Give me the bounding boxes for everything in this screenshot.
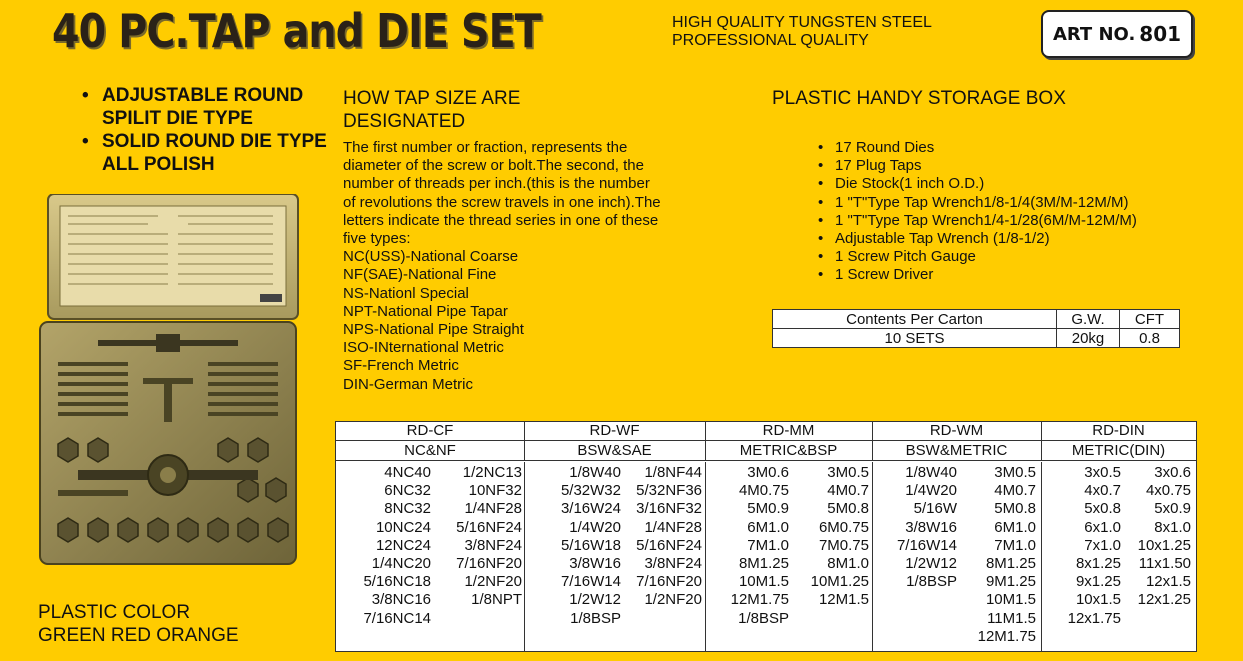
spec-value: 10NC24 [375,518,431,536]
spec-values-left [1068,464,1121,628]
spec-value: 12x1.25 [1137,591,1191,609]
feature-item: • SOLID ROUND DIE TYPE ALL POLISH [80,130,330,176]
spec-value: 5/32NF36 [636,482,702,500]
spec-value: 10NF32 [468,482,522,500]
spec-value: 1/8NPT [471,591,522,609]
spec-value: 7/16W14 [896,536,957,554]
spec-value: 8x1.25 [1075,555,1121,573]
spec-value: 3/8NF24 [464,536,522,554]
spec-standard: METRIC&BSP [705,441,872,461]
spec-value: 5/16W18 [560,536,621,554]
spec-value: 3x0.6 [1154,464,1191,481]
product-photo [38,194,300,567]
thread-type: NC(USS)-National Coarse [343,248,519,266]
tap-size-paragraph: The first number or fraction, represents the diameter of the screw or bolt.The second, the number of threads per inch.(this is the number of revolutions the screw travels in one inch).The letters indicate the thread series in one of these five types: [343,139,661,248]
spec-value: 12M1.75 [730,591,789,609]
spec-values-right [978,464,1036,646]
spec-value: 7M1.0 [747,536,789,554]
plastic-color-text [38,601,239,647]
spec-column-body [705,462,873,651]
contents-item: • 1 Screw Pitch Gauge [818,248,1137,266]
spec-code: RD-DIN [1041,422,1196,441]
quality-text [672,14,932,50]
spec-value: 12x1.75 [1067,609,1121,627]
spec-values-right [456,464,522,610]
spec-value: 3/8W16 [905,518,957,536]
spec-value: 11x1.50 [1138,555,1191,573]
spec-value: 1/4W20 [905,482,957,500]
spec-value: 5/16NF24 [636,536,702,554]
spec-code: RD-CF [336,422,524,441]
contents-item: • Adjustable Tap Wrench (1/8-1/2) [818,230,1137,248]
spec-standard: NC&NF [336,441,524,461]
carton-header-row [773,310,1180,329]
thread-type: DIN-German Metric [343,375,474,393]
spec-value: 3/16NF32 [636,500,702,518]
spec-standard: METRIC(DIN) [1041,441,1196,461]
art-label: ART NO. [1052,23,1136,45]
spec-column-header [1041,422,1196,461]
spec-value: 4M0.7 [994,482,1036,500]
tap-size-text [343,139,663,394]
spec-value: 3M0.5 [827,464,869,481]
tap-size-heading: HOW TAP SIZE ARE DESIGNATED [343,88,521,132]
spec-value: 5/16NC18 [363,573,431,591]
art-number: 801 [1139,22,1182,46]
spec-value: 7/16NC14 [363,609,431,627]
contents-item: • 17 Round Dies [818,139,1137,157]
spec-value: 5M0.8 [827,500,869,518]
spec-value: 7/16W14 [560,573,621,591]
thread-type: NPT-National Pipe Tapar [343,302,508,320]
spec-value: 3x0.5 [1084,464,1121,481]
spec-column-body [336,462,525,651]
spec-value: 1/2W12 [569,591,621,609]
spec-value: 6NC32 [384,482,431,500]
thread-type: SF-French Metric [343,357,459,375]
quality-line-2: PROFESSIONAL QUALITY [672,32,869,49]
spec-value: 4NC40 [384,464,431,481]
spec-value: 1/4NF28 [464,500,522,518]
spec-value: 8M1.25 [738,555,789,573]
spec-value: 1/2NF20 [644,591,702,609]
spec-value: 5M0.8 [994,500,1036,518]
spec-value: 10x1.25 [1137,536,1191,554]
spec-value: 3/8W16 [569,555,621,573]
spec-value: 4M0.7 [827,482,869,500]
contents-item: • 1 Screw Driver [818,266,1137,284]
spec-value: 8M1.25 [985,555,1036,573]
thread-type: NS-Nationl Special [343,284,469,302]
spec-value: 3M0.6 [747,464,789,481]
spec-value: 1/2W12 [905,555,957,573]
thread-type: NF(SAE)-National Fine [343,266,497,284]
spec-column-header [336,422,525,461]
contents-item: • 1 "T"Type Tap Wrench1/8-1/4(3M/M-12M/M) [818,194,1137,212]
spec-value: 3M0.5 [994,464,1036,481]
spec-value: 12x1.5 [1145,573,1191,591]
spec-standard: BSW&METRIC [872,441,1041,461]
carton-header: G.W. [1057,310,1120,329]
spec-value: 1/8BSP [570,609,621,627]
spec-standard: BSW&SAE [524,441,705,461]
spec-value: 1/8NF44 [644,464,702,481]
contents-list [818,139,1137,285]
thread-type: ISO-INternational Metric [343,339,504,357]
spec-value: 8x1.0 [1154,518,1191,536]
spec-value: 5x0.8 [1084,500,1121,518]
spec-value: 1/4NC20 [371,555,431,573]
spec-value: 5/16NF24 [456,518,522,536]
thread-type: NPS-National Pipe Straight [343,321,524,339]
spec-column-header [872,422,1042,461]
spec-values-left [731,464,789,628]
carton-value: 10 SETS [773,329,1057,348]
spec-value: 10M1.5 [985,591,1036,609]
spec-values-right [1138,464,1191,610]
spec-code: RD-WM [872,422,1041,441]
spec-value: 6M1.0 [747,518,789,536]
spec-value: 11M1.5 [987,609,1036,627]
spec-value: 4M0.75 [738,482,789,500]
spec-value: 5M0.9 [747,500,789,518]
spec-value: 7M0.75 [818,536,869,554]
spec-values-right [636,464,702,610]
spec-value: 9M1.25 [985,573,1036,591]
spec-value: 1/8W40 [569,464,621,481]
spec-value: 6M0.75 [818,518,869,536]
spec-value: 10M1.25 [810,573,869,591]
spec-value: 12M1.5 [818,591,869,609]
spec-value: 5/16W [913,500,957,518]
spec-code: RD-WF [524,422,705,441]
spec-value: 1/4W20 [569,518,621,536]
carton-value: 20kg [1057,329,1120,348]
spec-value: 1/8BSP [906,573,957,591]
spec-column-body [1041,462,1196,651]
carton-value-row [773,329,1180,348]
quality-line-1: HIGH QUALITY TUNGSTEN STEEL [672,14,932,31]
spec-value: 7/16NF20 [636,573,702,591]
spec-value: 1/2NF20 [464,573,522,591]
storage-heading: PLASTIC HANDY STORAGE BOX [772,88,1066,109]
carton-header: CFT [1120,310,1180,329]
spec-column-body [872,462,1042,651]
contents-item: • 17 Plug Taps [818,157,1137,175]
art-number-badge [1041,10,1193,58]
spec-value: 12M1.75 [977,627,1036,645]
spec-value: 1/2NC13 [462,464,522,481]
product-title: 40 PC.TAP and DIE SET [52,4,541,58]
spec-value: 1/8W40 [905,464,957,481]
carton-header: Contents Per Carton [773,310,1057,329]
carton-value: 0.8 [1120,329,1180,348]
spec-value: 10x1.5 [1075,591,1121,609]
spec-values-left [561,464,621,628]
spec-values-left [363,464,431,628]
contents-item: • 1 "T"Type Tap Wrench1/4-1/28(6M/M-12M/M) [818,212,1137,230]
carton-table [772,309,1180,348]
spec-column-header [705,422,873,461]
spec-value: 5x0.9 [1154,500,1191,518]
spec-value: 7x1.0 [1084,536,1121,554]
plastic-color-line-2: GREEN RED ORANGE [38,625,239,646]
spec-values-left [897,464,957,591]
spec-value: 12NC24 [375,536,431,554]
spec-value: 1/8BSP [738,609,789,627]
spec-value: 4x0.7 [1084,482,1121,500]
spec-value: 9x1.25 [1075,573,1121,591]
spec-value: 1/4NF28 [644,518,702,536]
spec-value: 8M1.0 [827,555,869,573]
plastic-color-line-1: PLASTIC COLOR [38,602,191,623]
spec-value: 4x0.75 [1145,482,1191,500]
spec-value: 8NC32 [384,500,431,518]
spec-value: 5/32W32 [560,482,621,500]
spec-value: 7M1.0 [994,536,1036,554]
spec-value: 3/8NC16 [371,591,431,609]
spec-value: 6M1.0 [994,518,1036,536]
spec-table [335,421,1197,652]
spec-value: 10M1.5 [738,573,789,591]
spec-values-right [811,464,869,610]
spec-code: RD-MM [705,422,872,441]
contents-item: • Die Stock(1 inch O.D.) [818,175,1137,193]
spec-value: 3/16W24 [560,500,621,518]
spec-value: 3/8NF24 [644,555,702,573]
feature-item: • ADJUSTABLE ROUND SPILIT DIE TYPE [80,84,330,130]
spec-column-body [524,462,706,651]
feature-list [80,84,330,176]
spec-value: 6x1.0 [1084,518,1121,536]
spec-value: 7/16NF20 [456,555,522,573]
spec-column-header [524,422,706,461]
